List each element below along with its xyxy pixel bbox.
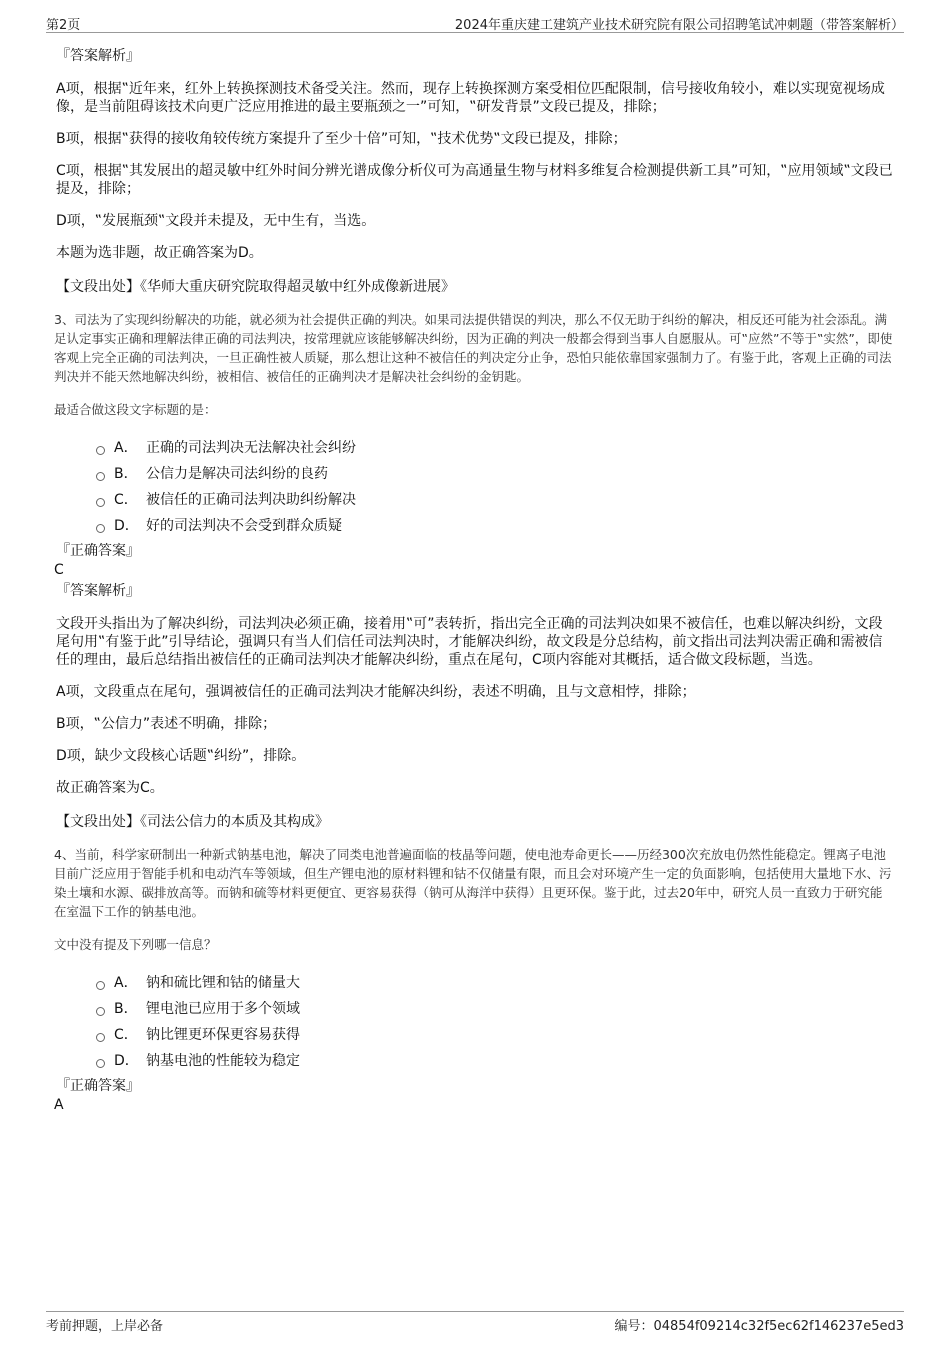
- radio-icon[interactable]: [96, 446, 105, 455]
- question-3-options: [96, 435, 894, 539]
- question-4-passage: 4、当前，科学家研制出一种新式钠基电池，解决了同类电池普遍面临的枝晶等问题，使电池寿命更长——历经300次充放电仍然性能稳定。锂离子电池目前广泛应用于智能手机和电动汽车等领域，但生产锂电池的原材料锂和钴不仅储量有限，而且会对环境产生一定的负面影响，包括使用大量地下水、污染土壤和水源、碳排放高等。而钠和硫等材料更便宜、更容易获得（钠可从海洋中获得）且更环保。鉴于此，过去20年中，研究人员一直致力于研究能在室温下工作的钠基电池。: [54, 847, 892, 919]
- question-4-option-d[interactable]: D． 钠基电池的性能较为稳定: [96, 1048, 894, 1074]
- radio-icon[interactable]: [96, 1007, 105, 1016]
- question-3-passage: 3、司法为了实现纠纷解决的功能，就必须为社会提供正确的判决。如果司法提供错误的判决，那么不仅无助于纠纷的解决，相反还可能为社会添乱。满足认定事实正确和理解法律正确的司法判决，按常理就应该能够解决纠纷，因为正确的判决一般都会得到当事人自愿服从。可‟应然”不等于‟实然”，即使客观上完全正确的司法判决，一旦正确性被人质疑，那么想让这种不被信任的判决定分止争，恐怕只能依靠国家强制力了。有鉴于此，客观上正确的司法判决并不能天然地解决纠纷，被相信、被信任的正确判决才是解决社会纠纷的金钥匙。: [54, 312, 893, 384]
- analysis-item-a: A项，根据‟近年来，红外上转换探测技术备受关注。然而，现存上转换探测方案受相位匹配限制，信号接收角较小，难以实现宽视场成像，是当前阻碍该技术向更广泛应用推进的最主要瓶颈之一”可知，‟研发背景”文段已提及，排除；: [56, 81, 885, 115]
- question-3-analysis-a: A项，文段重点在尾句，强调被信任的正确司法判决才能解决纠纷，表述不明确，且与文意相悖，排除；: [56, 684, 696, 700]
- document-body: [56, 46, 894, 1114]
- question-4-option-a[interactable]: A． 钠和硫比锂和钴的储量大: [96, 970, 894, 996]
- page-number: 第2页: [46, 18, 81, 33]
- question-3-answer-label: 『正确答案』: [56, 543, 140, 559]
- analysis-item-d: D项，‟发展瓶颈‟文段并未提及，无中生有，当选。: [56, 213, 376, 229]
- question-3-option-b[interactable]: B． 公信力是解决司法纠纷的良药: [96, 461, 894, 487]
- question-4-answer: A: [54, 1097, 64, 1113]
- page-header: [46, 14, 904, 33]
- question-4-answer-label: 『正确答案』: [56, 1078, 140, 1094]
- radio-icon[interactable]: [96, 472, 105, 481]
- question-3-analysis-d: D项，缺少文段核心话题‟纠纷”，排除。: [56, 748, 306, 764]
- question-3-analysis-conclusion: 故正确答案为C。: [56, 780, 164, 796]
- question-3-answer: C: [54, 562, 64, 578]
- question-3-source: 【文段出处】《司法公信力的本质及其构成》: [56, 814, 329, 830]
- question-3-analysis-label: 『答案解析』: [56, 583, 140, 599]
- analysis-label: 『答案解析』: [56, 48, 140, 64]
- question-3-prompt: 最适合做这段文字标题的是：: [54, 402, 217, 417]
- radio-icon[interactable]: [96, 1059, 105, 1068]
- question-4-option-c[interactable]: C． 钠比锂更环保更容易获得: [96, 1022, 894, 1048]
- radio-icon[interactable]: [96, 524, 105, 533]
- question-3-analysis-b: B项，‟公信力”表述不明确，排除；: [56, 716, 277, 732]
- radio-icon[interactable]: [96, 1033, 105, 1042]
- question-3-option-d[interactable]: D． 好的司法判决不会受到群众质疑: [96, 513, 894, 539]
- question-3-option-a[interactable]: A． 正确的司法判决无法解决社会纠纷: [96, 435, 894, 461]
- page-footer: [46, 1311, 904, 1333]
- question-4-options: [96, 970, 894, 1074]
- document-id: 编号：04854f09214c32f5ec62f146237e5ed3: [614, 1319, 904, 1334]
- document-title: 2024年重庆建工建筑产业技术研究院有限公司招聘笔试冲刺题（带答案解析）: [454, 18, 904, 33]
- radio-icon[interactable]: [96, 981, 105, 990]
- question-4-prompt: 文中没有提及下列哪一信息？: [54, 937, 217, 952]
- analysis-conclusion: 本题为选非题，故正确答案为D。: [56, 245, 263, 261]
- footer-slogan: 考前押题，上岸必备: [46, 1319, 164, 1334]
- source-citation: 【文段出处】《华师大重庆研究院取得超灵敏中红外成像新进展》: [56, 279, 455, 295]
- question-4-option-b[interactable]: B． 锂电池已应用于多个领域: [96, 996, 894, 1022]
- radio-icon[interactable]: [96, 498, 105, 507]
- analysis-item-b: B项，根据‟获得的接收角较传统方案提升了至少十倍”可知，‟技术优势‟文段已提及，排除；: [56, 131, 627, 147]
- analysis-item-c: C项，根据‟其发展出的超灵敏中红外时间分辨光谱成像分析仪可为高通量生物与材料多维复合检测提供新工具”可知，‟应用领域‟文段已提及，排除；: [56, 163, 893, 197]
- question-3-option-c[interactable]: C． 被信任的正确司法判决助纠纷解决: [96, 487, 894, 513]
- question-3-analysis-main: 文段开头指出为了解决纠纷，司法判决必须正确，接着用‟可”表转折，指出完全正确的司法判决如果不被信任，也难以解决纠纷，文段尾句用‟有鉴于此”引导结论，强调只有当人们信任司法判决时，才能解决纠纷，故文段是分总结构，前文指出司法判决需正确和需被信任的理由，最后总结指出被信任的正确司法判决才能解决纠纷，重点在尾句，C项内容能对其概括，适合做文段标题，当选。: [56, 616, 883, 668]
